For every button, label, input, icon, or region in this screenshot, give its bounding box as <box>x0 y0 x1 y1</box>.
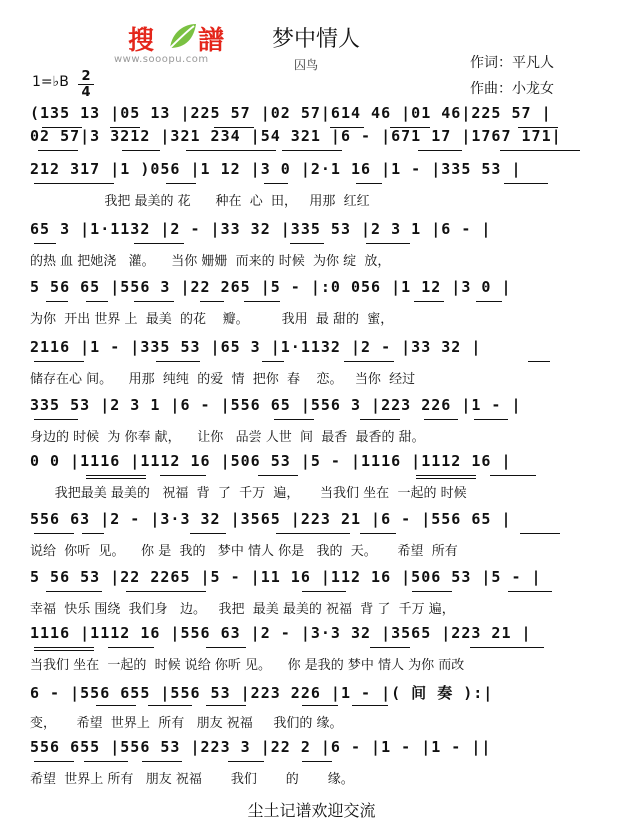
time-signature <box>78 70 94 99</box>
score-row <box>30 624 605 682</box>
lyrics-line: 当我们 坐在 一起的 时候 说给 你听 见。 你 是我的 梦中 情人 为你 而改 <box>30 658 465 673</box>
notation-line: 556 63 |2 - |3·3 32 |3565 |223 21 |6 - |556 65 | <box>30 510 512 528</box>
underline-marks <box>30 475 605 479</box>
underline-marks <box>30 361 605 365</box>
score-row <box>30 452 605 510</box>
leaf-icon <box>166 22 198 52</box>
logo-char-left: 搜 <box>128 26 156 56</box>
site-logo[interactable] <box>114 20 238 72</box>
lyrics-line: 我把最美 最美的 祝福 背 了 千万 遍， 当我们 坐在 一起的 时候 <box>30 486 467 501</box>
notation-line: 6 - |556 655 |556 53 |223 226 |1 - |( 间 奏 ):| <box>30 684 494 702</box>
time-signature-top: 2 <box>81 69 91 84</box>
score-row <box>30 510 605 568</box>
lyrics-line: 希望 世界上 所有 朋友 祝福 我们 的 缘。 <box>30 772 354 787</box>
score-row <box>30 568 605 626</box>
lyrics-line: 说给 你听 见。 你 是 我的 梦中 情人 你是 我的 天。 希望 所有 <box>30 544 458 559</box>
notation-line: 65 3 |1·1132 |2 - |33 32 |335 53 |2 3 1 |6 - | <box>30 220 492 238</box>
underline-marks <box>30 301 605 305</box>
song-title: 梦中情人 <box>272 27 361 52</box>
underline-marks <box>30 183 605 187</box>
score-row <box>30 220 605 278</box>
lyrics-line: 变， 希望 世界上 所有 朋友 祝福 我们的 缘。 <box>30 716 343 731</box>
score-row <box>30 278 605 336</box>
lyricist-credit: 作词：平凡人 <box>470 55 554 71</box>
notation-line: 335 53 |2 3 1 |6 - |556 65 |556 3 |223 226 |1 - | <box>30 396 522 414</box>
notation-line: 556 655 |556 53 |223 3 |22 2 |6 - |1 - |1 - || <box>30 738 492 756</box>
notation-line: 212 317 |1 )056 |1 12 |3 0 |2·1 16 |1 - |335 53 | <box>30 160 522 178</box>
score-row <box>30 160 605 218</box>
notation-line: 5 56 53 |22 2265 |5 - |11 16 |112 16 |506 53 |5 - | <box>30 568 542 586</box>
logo-char-right: 譜 <box>198 26 226 56</box>
lyrics-line: 为你 开出 世界 上 最美 的花 瓣。 我用 最 甜的 蜜， <box>30 312 394 327</box>
underline-marks <box>30 243 605 247</box>
underline-marks <box>30 705 605 709</box>
notation-line: 5 56 65 |556 3 |22 265 |5 - |:0 056 |1 12 |3 0 | <box>30 278 512 296</box>
singer-name: 囚鸟 <box>294 58 319 72</box>
notation-line: 2116 |1 - |335 53 |65 3 |1·1132 |2 - |33 32 | <box>30 338 482 356</box>
time-signature-bottom: 4 <box>81 85 91 100</box>
lyrics-line: 我把 最美的 花 种在 心 田， 用那 红红 <box>30 194 370 209</box>
underline-marks <box>30 419 605 423</box>
score-row <box>30 682 605 740</box>
key-signature: 1=♭B <box>32 74 69 90</box>
lyrics-line: 身边的 时候 为 你奉 献， 让你 品尝 人世 间 最香 最香的 甜。 <box>30 430 425 445</box>
lyrics-line: 储存在心 间。 用那 纯纯 的爱 情 把你 春 恋。 当你 经过 <box>30 372 416 387</box>
composer-credit: 作曲：小龙女 <box>470 81 554 97</box>
score-row <box>30 396 605 454</box>
lyrics-line: 幸福 快乐 围绕 我们身 边。 我把 最美 最美的 祝福 背 了 千万 遍， <box>30 602 455 617</box>
underline-marks <box>30 647 605 651</box>
score-row <box>30 738 605 796</box>
underline-marks <box>30 150 605 154</box>
notation-line: (135 13 |05 13 |225 57 |02 57|614 46 |01 46|225 57 | <box>30 104 552 122</box>
logo-url: www.sooopu.com <box>114 54 209 65</box>
notation-line: 1116 |1112 16 |556 63 |2 - |3·3 32 |3565 |223 21 | <box>30 624 532 642</box>
footer-note: 尘土记谱欢迎交流 <box>247 801 376 820</box>
score-row <box>30 338 605 396</box>
underline-marks <box>30 533 605 537</box>
lyrics-line: 的热 血 把她浇 灌。 当你 姗姗 而来的 时候 为你 绽 放， <box>30 254 391 269</box>
notation-line: 02 57|3 3212 |321 234 |54 321 |6 - |671 17 |1767 171| <box>30 127 562 145</box>
notation-line: 0 0 |1116 |1112 16 |506 53 |5 - |1116 |1112 16 | <box>30 452 512 470</box>
underline-marks <box>30 591 605 595</box>
underline-marks <box>30 761 605 765</box>
